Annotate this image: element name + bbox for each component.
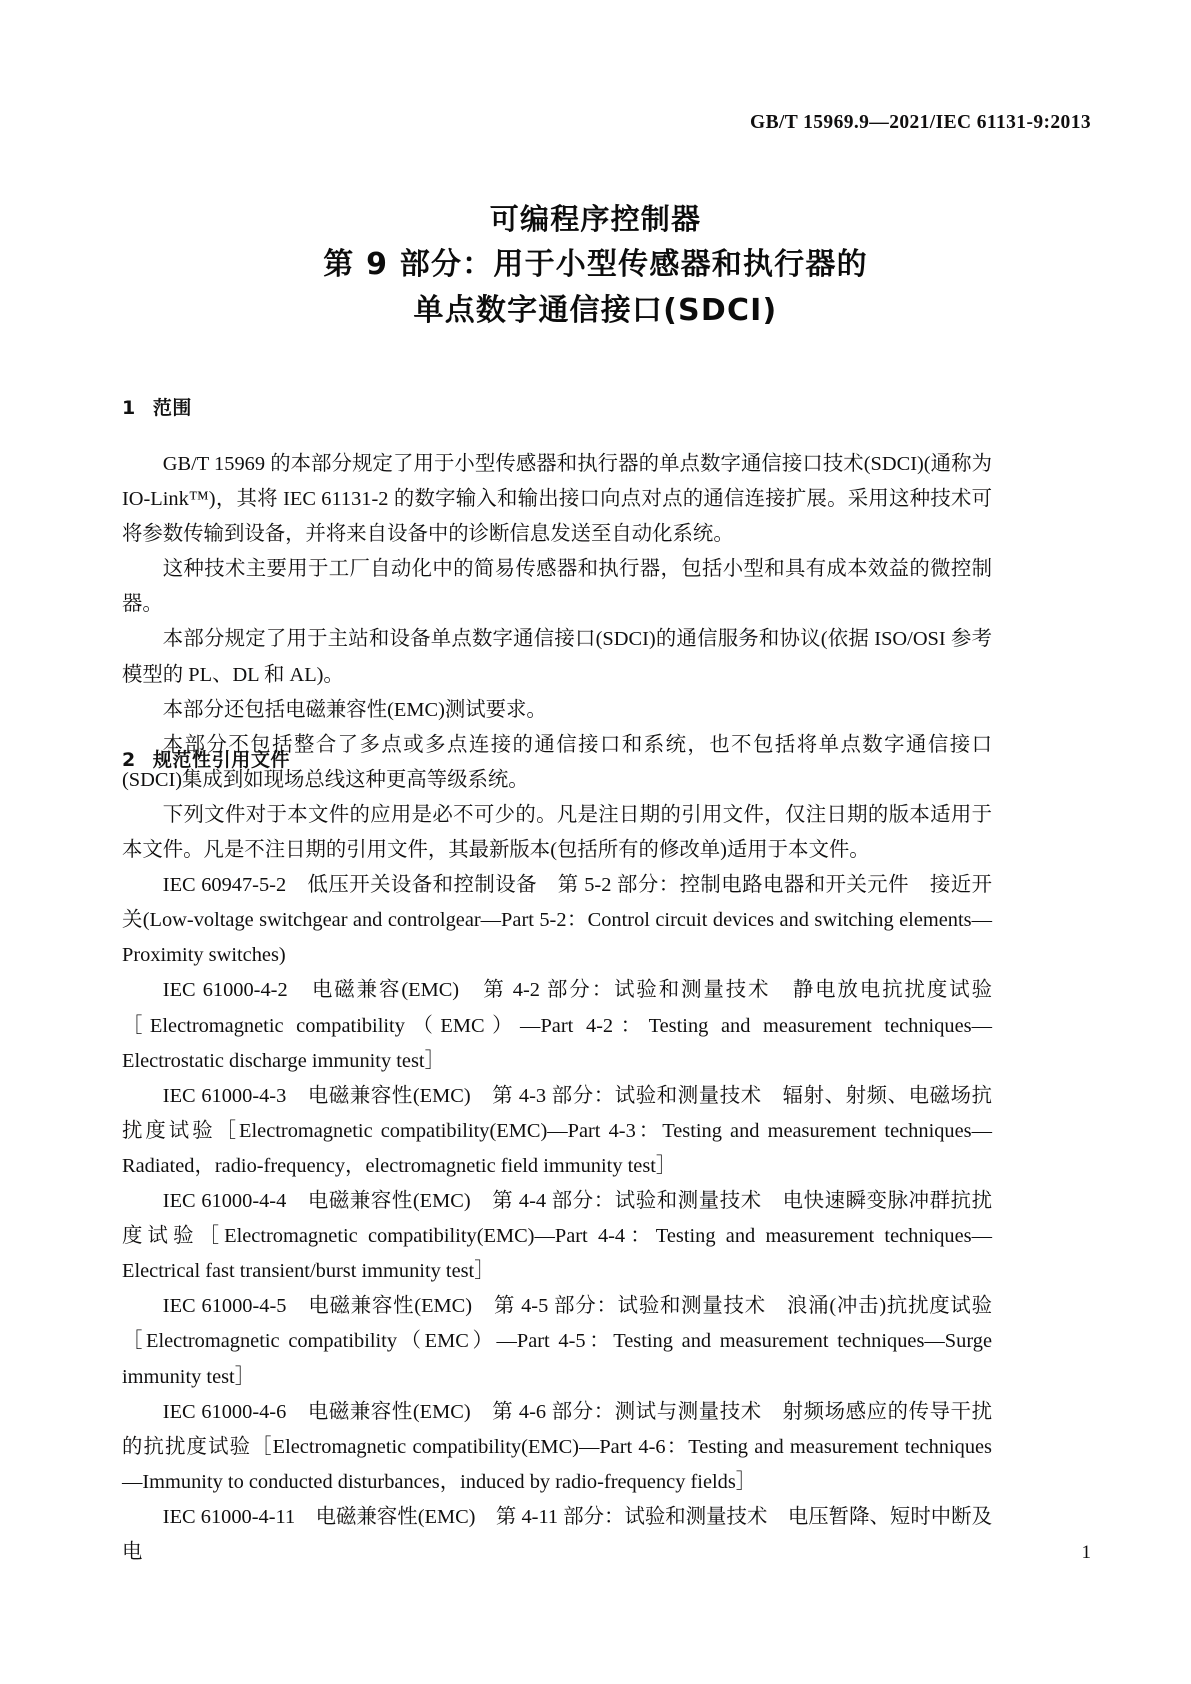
reference-entry: IEC 61000-4-3 电磁兼容性(EMC) 第 4-3 部分：试验和测量技术 辐射、射频、电磁场抗扰度试验［Electromagnetic compatibility(EMC)—Part 4-3：Testing and measurement techniques—Radiated，radio-frequency，electromagnetic field immunity test］ xyxy=(122,1084,992,1177)
reference-entry: IEC 61000-4-6 电磁兼容性(EMC) 第 4-6 部分：测试与测量技术 射频场感应的传导干扰的抗扰度试验［Electromagnetic compatibility(EMC)—Part 4-6：Testing and measurement techniques—Immunity to conducted disturbances，induced by radio-frequency fields］ xyxy=(122,1400,992,1493)
clause-2-body xyxy=(122,798,992,1570)
paragraph: 本部分还包括电磁兼容性(EMC)测试要求。 xyxy=(162,698,547,721)
clause-2-number: 2 xyxy=(122,749,136,771)
page-number: 1 xyxy=(1081,1542,1091,1563)
paragraph: 本部分规定了用于主站和设备单点数字通信接口(SDCI)的通信服务和协议(依据 ISO/OSI 参考模型的 PL、DL 和 AL)。 xyxy=(122,628,992,686)
reference-entry: IEC 61000-4-5 电磁兼容性(EMC) 第 4-5 部分：试验和测量技术 浪涌(冲击)抗扰度试验［Electromagnetic compatibility（EMC）—Part 4-5：Testing and measurement techniques—Surge immunity test］ xyxy=(122,1295,992,1388)
title-line-3: 单点数字通信接口(SDCI) xyxy=(413,293,778,328)
running-header-standard-number: GB/T 15969.9—2021/IEC 61131-9:2013 xyxy=(750,112,1091,133)
reference-entry: IEC 61000-4-4 电磁兼容性(EMC) 第 4-4 部分：试验和测量技术 电快速瞬变脉冲群抗扰度试验［Electromagnetic compatibility(EMC)—Part 4-4：Testing and measurement techniques—Electrical fast transient/burst immunity test］ xyxy=(122,1190,992,1283)
paragraph: 下列文件对于本文件的应用是必不可少的。凡是注日期的引用文件，仅注日期的版本适用于本文件。凡是不注日期的引用文件，其最新版本(包括所有的修改单)适用于本文件。 xyxy=(122,804,992,862)
reference-entry: IEC 61000-4-2 电磁兼容(EMC) 第 4-2 部分：试验和测量技术 静电放电抗扰度试验［Electromagnetic compatibility（EMC）—Part 4-2：Testing and measurement techniques—Electrostatic discharge immunity test］ xyxy=(122,979,992,1072)
clause-2-title: 规范性引用文件 xyxy=(152,749,291,771)
clause-heading-1 xyxy=(122,393,192,420)
clause-1-title: 范围 xyxy=(152,397,193,419)
paragraph: 这种技术主要用于工厂自动化中的简易传感器和执行器，包括小型和具有成本效益的微控制器。 xyxy=(122,558,992,616)
clause-1-number: 1 xyxy=(122,397,136,419)
paragraph: GB/T 15969 的本部分规定了用于小型传感器和执行器的单点数字通信接口技术(SDCI)(通称为 IO-Link™)，其将 IEC 61131-2 的数字输入和输出接口向点对点的通信连接扩展。采用这种技术可将参数传输到设备，并将来自设备中的诊断信息发送至自动化系统。 xyxy=(122,453,992,546)
clause-heading-2 xyxy=(122,745,290,772)
reference-entry: IEC 60947-5-2 低压开关设备和控制设备 第 5-2 部分：控制电路电器和开关元件 接近开关(Low-voltage switchgear and controlgear—Part 5-2：Control circuit devices and switching elements—Proximity switches) xyxy=(122,874,992,967)
document-title-block xyxy=(0,196,1191,334)
reference-entry: IEC 61000-4-11 电磁兼容性(EMC) 第 4-11 部分：试验和测量技术 电压暂降、短时中断及电 xyxy=(122,1505,992,1563)
title-line-2: 第 9 部分：用于小型传感器和执行器的 xyxy=(323,247,868,282)
paragraph: 本部分不包括整合了多点或多点连接的通信接口和系统，也不包括将单点数字通信接口(SDCI)集成到如现场总线这种更高等级系统。 xyxy=(122,733,992,791)
title-line-1: 可编程序控制器 xyxy=(489,202,702,236)
